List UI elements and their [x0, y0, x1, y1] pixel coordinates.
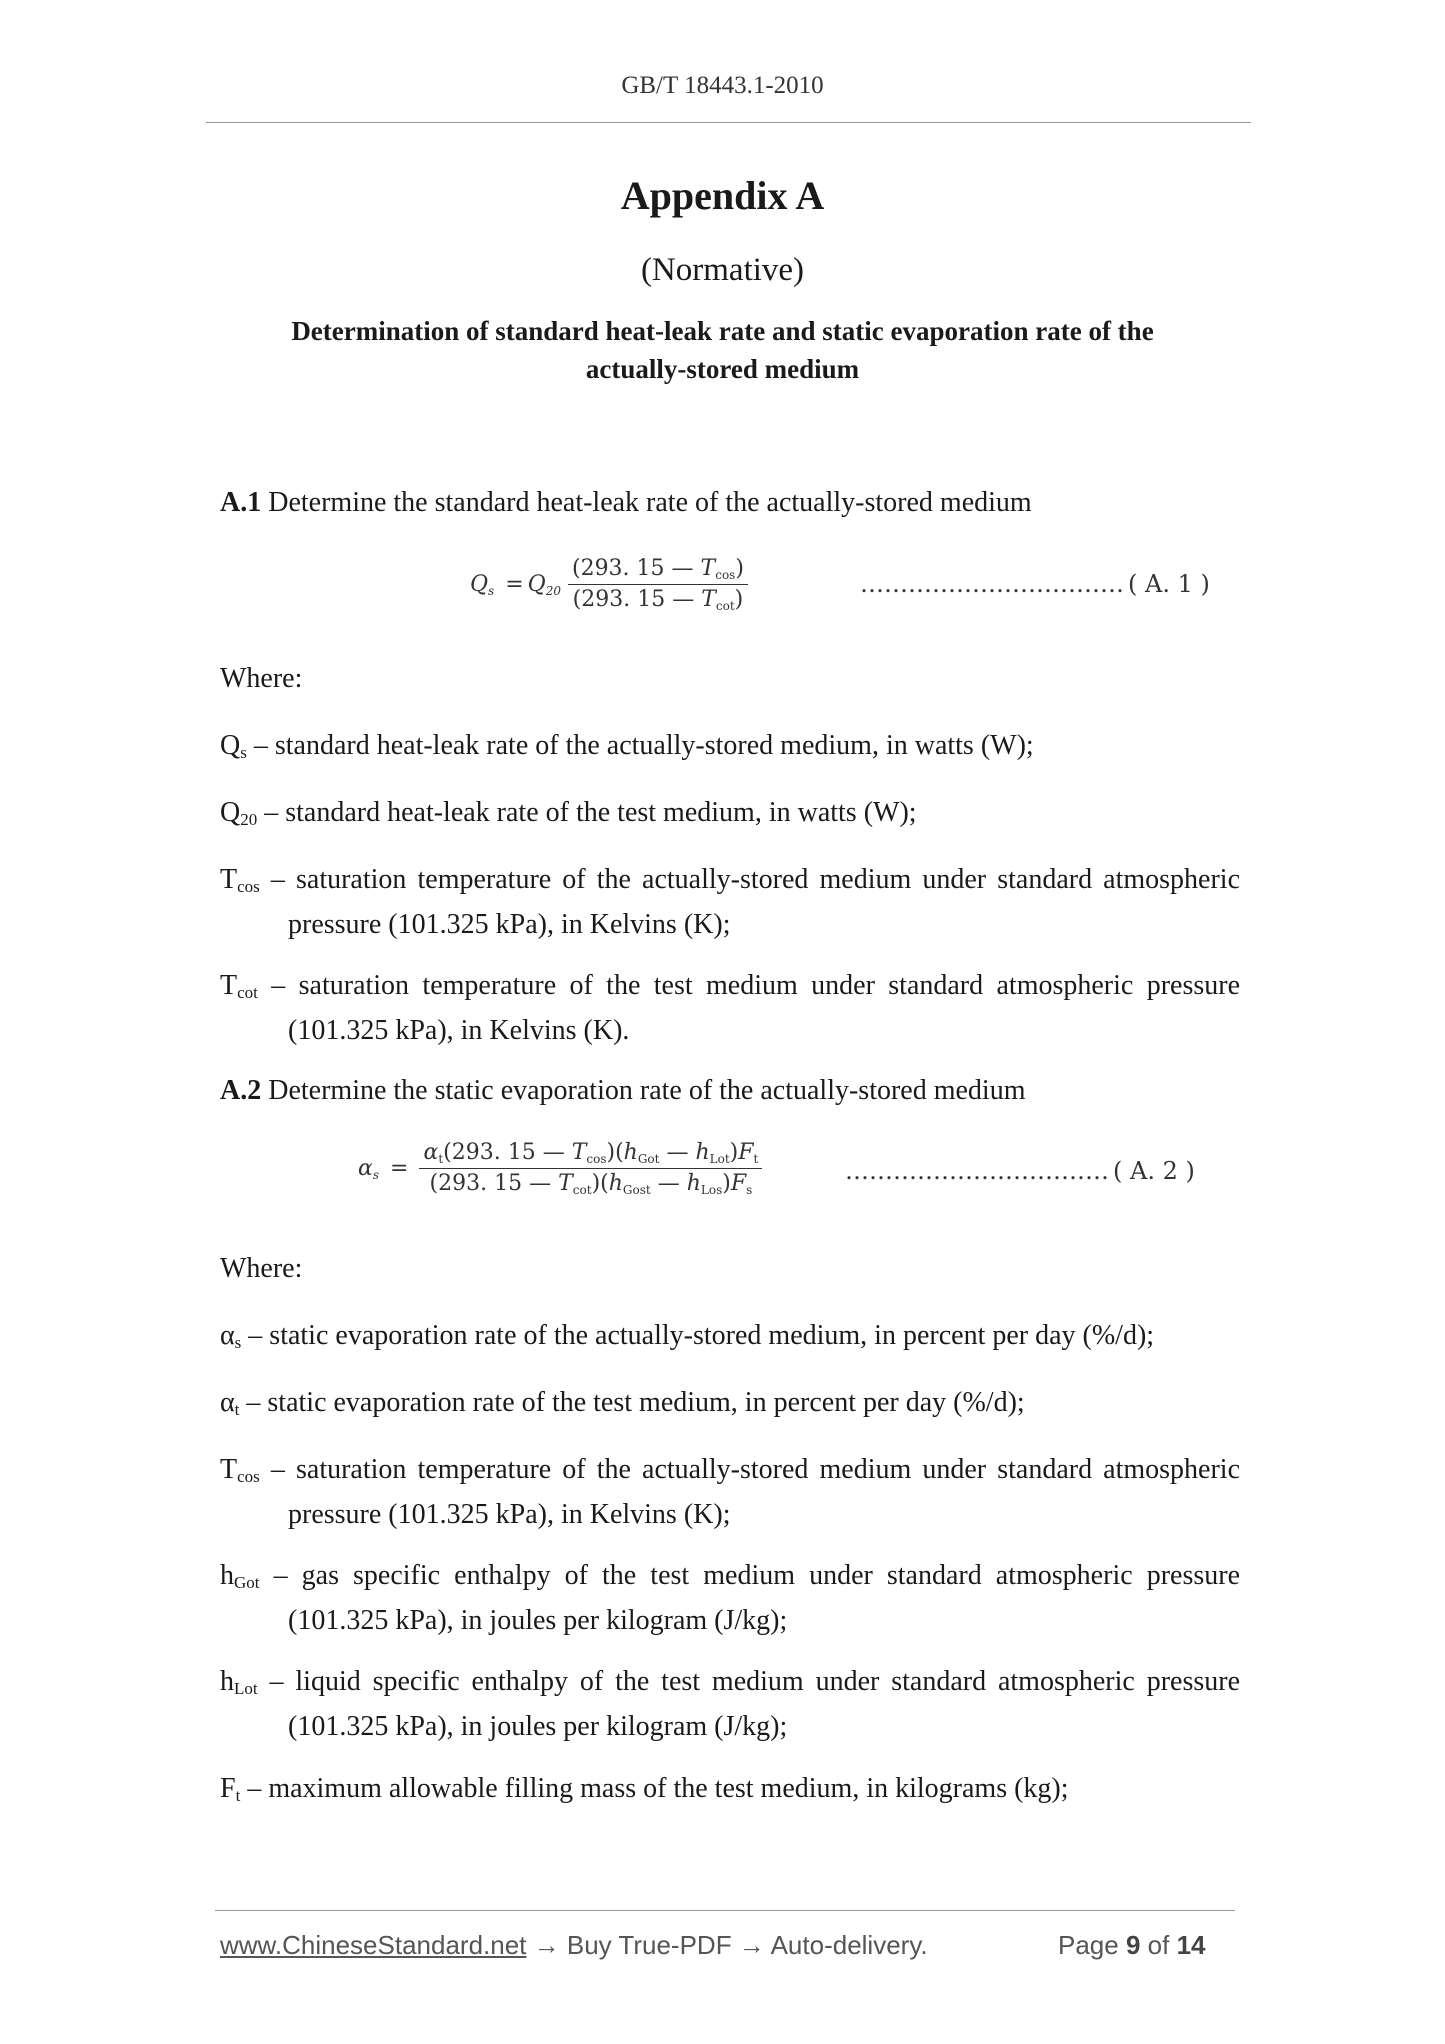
- section-a2-number: A.2: [220, 1075, 262, 1106]
- equation-a1-q20: $Q_{20}$: [527, 571, 561, 598]
- appendix-title: Appendix A: [620, 173, 825, 218]
- page-current: 9: [1125, 1930, 1141, 1960]
- definition-alpha-s: $\alpha_s$ – static evaporation rate of the actually-stored medium, in percent per day (%/d);: [220, 1320, 1155, 1352]
- page-total: 14: [1176, 1930, 1206, 1960]
- appendix-normative-label: (Normative): [640, 252, 805, 288]
- header-divider: [206, 122, 1251, 123]
- section-a2-heading: [220, 1072, 1240, 1110]
- footer-tagline: → Buy True-PDF → Auto-delivery.: [533, 1930, 928, 1960]
- footer-link-area: [220, 1930, 928, 1961]
- definition-tcot: $T_{cot}$ – saturation temperature of the test medium under standard atmospheric pressure (101.325 kPa), in Kelvins (K).: [220, 970, 1240, 1046]
- section-a1-heading: [220, 484, 1240, 522]
- definition-ft: $F_t$ – maximum allowable filling mass of the test medium, in kilograms (kg);: [220, 1773, 1069, 1805]
- document-number-header: GB/T 18443.1-2010: [621, 72, 824, 99]
- section-a1-text: Determine the standard heat-leak rate of the actually-stored medium: [268, 487, 1032, 518]
- equation-a1-ref: ( A. 1 ): [1128, 570, 1210, 598]
- page-indicator: Page 9 of 14: [1058, 1930, 1206, 1960]
- equation-a2-lhs: $\alpha_s$: [358, 1155, 380, 1182]
- section-a1-number: A.1: [220, 487, 262, 518]
- section-a2-text: Determine the static evaporation rate of the actually-stored medium: [268, 1075, 1026, 1106]
- definition-q20: $Q_{20}$ – standard heat-leak rate of the test medium, in watts (W);: [220, 797, 917, 829]
- appendix-subtitle: Determination of standard heat-leak rate and static evaporation rate of the actually-stored medium: [291, 316, 1154, 384]
- definition-hgot: $h_{Got}$ – gas specific enthalpy of the test medium under standard atmospheric pressure (101.325 kPa), in joules per kilogram (J/kg);: [220, 1560, 1241, 1636]
- equation-a1-lhs: $Q_s$: [470, 571, 495, 598]
- equation-a2: $\alpha_s$ = $\frac{\alpha_t(293. 15 — T_{cos})(h_{Got} — h_{Lot})F_t}{(293. 15 — T_{cot})(h_{Gost} — h_{Los})F_s}$: [358, 1140, 762, 1197]
- definition-alpha-t: $\alpha_t$ – static evaporation rate of the test medium, in percent per day (%/d);: [220, 1387, 1025, 1419]
- equation-a2-leader: …………………………… ( A. 2 ): [845, 1157, 1195, 1185]
- section-a1-where: Where:: [220, 663, 303, 694]
- definition-tcos: $T_{cos}$ – saturation temperature of the actually-stored medium under standard atmospheric pressure (101.325 kPa), in Kelvins (K);: [220, 864, 1241, 940]
- equation-a2-ref: ( A. 2 ): [1113, 1157, 1195, 1185]
- footer-website-link[interactable]: www.ChineseStandard.net: [220, 1930, 527, 1960]
- definition-qs: $Q_s$ – standard heat-leak rate of the actually-stored medium, in watts (W);: [220, 730, 1034, 762]
- footer-divider: [215, 1910, 1235, 1911]
- equation-a1: $Q_s = Q_{20}$ $\frac{(293. 15 — T_{cos})}{(293. 15 — T_{cot})}$: [470, 556, 748, 613]
- definition-hlot: $h_{Lot}$ – liquid specific enthalpy of the test medium under standard atmospheric pressure (101.325 kPa), in joules per kilogram (J/kg);: [220, 1666, 1240, 1742]
- equation-a2-fraction: $\frac{\alpha_t(293. 15 — T_{cos})(h_{Got} — h_{Lot})F_t}{(293. 15 — T_{cot})(h_{Gost} — h_{Los})F_s}$: [419, 1140, 762, 1197]
- equation-a1-leader: …………………………… ( A. 1 ): [860, 570, 1210, 598]
- definition-tcos-2: $T_{cos}$ – saturation temperature of the actually-stored medium under standard atmospheric pressure (101.325 kPa), in Kelvins (K);: [220, 1454, 1241, 1530]
- equation-a1-fraction: $\frac{(293. 15 — T_{cos})}{(293. 15 — T_{cot})}$: [568, 556, 748, 613]
- section-a2-where: Where:: [220, 1253, 303, 1284]
